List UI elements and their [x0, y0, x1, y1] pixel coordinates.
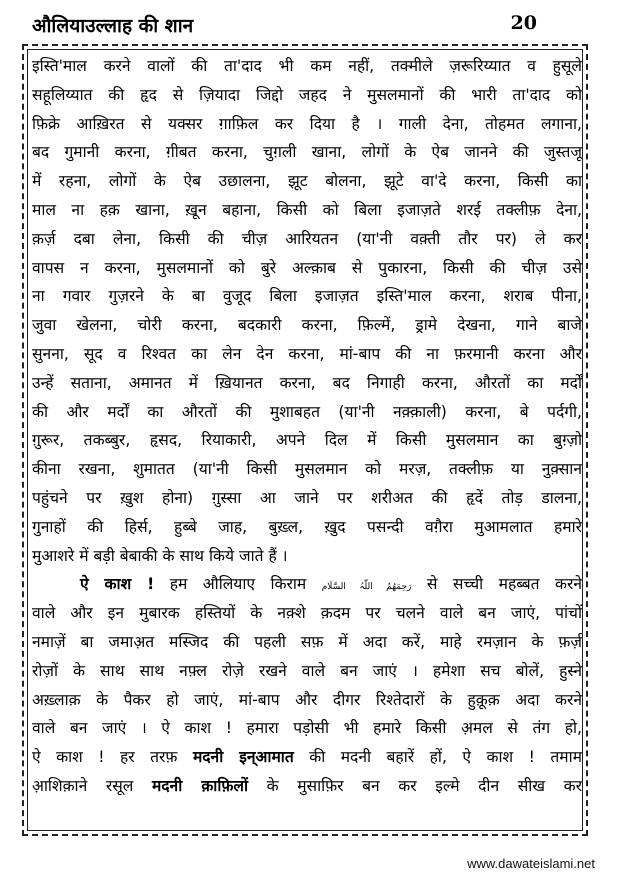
text-line: में रहना, लोगों के ऐब उछालना, झूट बोलना, झूटे वा'दे करना, किसी का — [32, 172, 582, 191]
text-line: क़र्ज़ दबा लेना, किसी की चीज़ आरियतन (या'नी वक़्ती तौर पर) ले कर — [32, 229, 582, 248]
text-line: कीना रखना, शुमातत (या'नी किसी मुसलमान को मरज़, तक्लीफ़ या नुक़्सान — [32, 460, 582, 479]
text-line: बद गुमानी करना, ग़ीबत करना, चुग़ली खाना, लोगों के ऐब जानने की जुस्तजू — [32, 143, 582, 162]
text-line: वाले बन जाएं । ऐ काश ! हमारा पड़ोसी भी हमारे किसी अ़मल से तंग हो, — [32, 719, 582, 738]
text-line: माल ना हक़ खाना, ख़ून बहाना, किसी को बिला इजाज़ते शरई तक्लीफ़ देना, — [32, 200, 582, 219]
text-line: मुआशरे में बड़ी बेबाकी के साथ किये जाते हैं । — [32, 546, 288, 565]
text-line — [32, 743, 582, 772]
text-line: रोज़ों के साथ साथ नफ़्ल रोज़े रखने वाले बन जाएं । हमेशा सच बोलें, हुस्ने — [32, 661, 582, 680]
text-line: ना गवार गुज़रने के बा वुजूद बिला इजाज़त इस्ति'माल करना, शराब पीना, — [32, 287, 582, 306]
text-line: पहुंचने पर ख़ुश होना) ग़ुस्सा आ जाने पर शरीअत की हृदें तोड़ डालना, — [32, 488, 582, 507]
text-line: अख़्लाक़ के पैकर हो जाएं, मां-बाप और दीगर रिश्तेदारों के हुक़ूक़ अदा करने — [32, 690, 582, 709]
website-footer: www.dawateislami.net — [467, 856, 595, 871]
bold-term: मदनी इन्आमात — [192, 748, 294, 767]
text-line: वाले और इन मुबारक हस्तियों के नक़्शे क़दम पर चलने वाले बन जाएं, पांचों — [32, 604, 582, 623]
text-line: सहूलिय्यात की हृद से ज़ियादा जिद्दो जहद ने मुसलमानों की भारी ता'दाद को — [32, 85, 582, 104]
text-line: वापस न करना, मुसलमानों को बुरे अल्क़ाब से पुकारना, किसी की चीज़ उसे — [32, 258, 582, 277]
honorific-text: رَحِمَهُمُ اللّٰہُ السَّلَام — [321, 582, 412, 593]
text-line — [32, 570, 582, 599]
page-header — [22, 8, 599, 42]
text-line: उन्हें सताना, अमानत में ख़ियानत करना, बद निगाही करना, औरतों का मर्दों — [32, 373, 582, 392]
text-line: जुवा खेलना, चोरी करना, बदकारी करना, फ़िल्में, ड्रामे देखना, गाने बाजे — [32, 316, 582, 335]
text-line: की और मर्दों का औरतों की मुशाबहत (या'नी नक़्क़ाली) करना, बे पर्दगी, — [32, 402, 582, 421]
text-line: ग़ुरूर, तकब्बुर, हृसद, रियाकारी, अपने दिल में किसी मुसलमान का बुग़्ज़ो — [32, 431, 582, 450]
paragraph-2 — [32, 570, 582, 800]
text-line: सुनना, सूद व रिश्वत का लेन देन करना, मां-बाप की ना फ़रमानी करना और — [32, 344, 582, 363]
text-line: इस्ति'माल करने वालों की ता'दाद भी कम नहीं, तक्मीले ज़रूरिय्यात व हुसूले — [32, 57, 582, 75]
paragraph-1 — [32, 52, 582, 570]
page-number: 20 — [510, 12, 537, 34]
text-span: की मदनी बहारें हों, ऐ काश ! तमाम — [309, 748, 582, 767]
text-line — [32, 772, 582, 801]
emphasis-text: ऐ काश ! — [80, 575, 155, 594]
bold-term: मदनी क़ाफ़िलों — [151, 776, 249, 795]
text-span: आ़शिक़ाने रसूल — [32, 776, 134, 795]
text-span: ऐ काश ! हर तरफ़ — [32, 748, 178, 767]
text-line: फ़िक्रे आख़िरत से यक्सर ग़ाफ़िल कर दिया है । गाली देना, तोहमत लगाना, — [32, 114, 582, 133]
body-text — [32, 52, 582, 801]
text-line: गुनाहों की हिर्स, हुब्बे जाह, बुख़्ल, ख़ुद पसन्दी वग़ैरा मुआमलात हमारे — [32, 517, 582, 536]
text-span: के मुसाफ़िर बन कर इल्मे दीन सीख कर — [266, 776, 582, 795]
text-line: नमाज़ें बा जमाअ़त मस्जिद की पहली सफ़ में अदा करें, माहे रमज़ान के फ़र्ज़ — [32, 632, 582, 651]
text-span: हम औलियाए किराम — [169, 575, 307, 594]
text-span: से सच्ची महब्बत करने — [426, 575, 582, 594]
running-title: औलियाउल्लाह की शान — [32, 15, 194, 37]
